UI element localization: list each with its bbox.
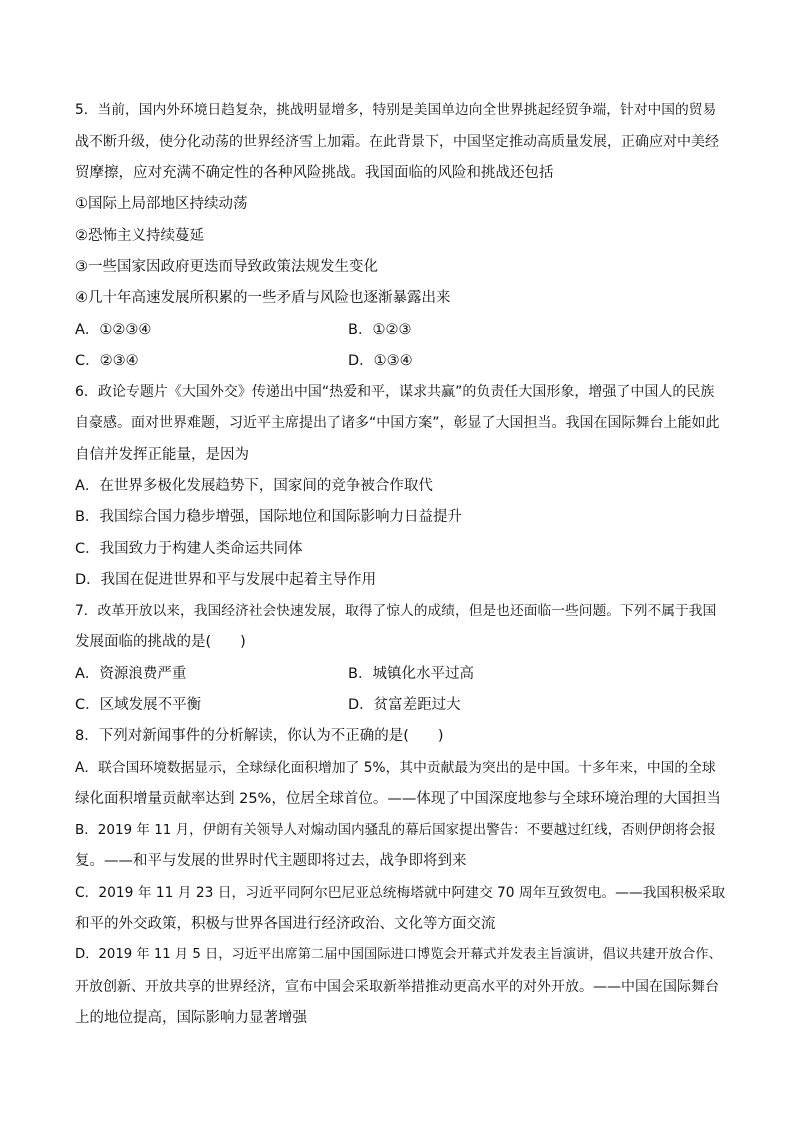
q5-stem-line-1: 5．当前，国内外环境日趋复杂，挑战明显增多，特别是美国单边向全世界挑起经贸争端，针对中国的贸易: [75, 102, 717, 118]
q8-option-a-line-1: A．联合国环境数据显示，全球绿化面积增加了 5%，其中贡献最为突出的是中国。十多年来，中国的全球: [75, 760, 716, 776]
q5-stem-line-3: 贸摩擦，应对充满不确定性的各种风险挑战。我国面临的风险和挑战还包括: [75, 165, 554, 181]
q8-option-c-line-1: C．2019 年 11 月 23 日，习近平同阿尔巴尼亚总统梅塔就中阿建交 70 周年互致贺电。——我国积极采取: [75, 885, 725, 901]
q5-option-b: B．①②③: [348, 322, 412, 338]
q6-option-d: D．我国在促进世界和平与发展中起着主导作用: [75, 572, 377, 588]
q5-item-3: ③一些国家因政府更迭而导致政策法规发生变化: [75, 259, 378, 275]
q8-option-b-line-2: 复。——和平与发展的世界时代主题即将过去，战争即将到来: [75, 853, 467, 869]
q6-option-a: A．在世界多极化发展趋势下，国家间的竞争被合作取代: [75, 478, 433, 494]
q7-option-c: C．区域发展不平衡: [75, 697, 202, 713]
q8-option-d-line-1: D．2019 年 11 月 5 日，习近平出席第二届中国国际进口博览会开幕式并发表主旨演讲，倡议共建开放合作、: [75, 947, 722, 962]
q8-stem-line-1: 8．下列对新闻事件的分析解读，你认为不正确的是( ): [75, 728, 444, 744]
q5-item-2: ②恐怖主义持续蔓延: [75, 228, 204, 244]
q6-option-b: B．我国综合国力稳步增强，国际地位和国际影响力日益提升: [75, 509, 462, 525]
q8-option-d-line-2: 开放创新、开放共享的世界经济，宣布中国会采取新举措推动更高水平的对外开放。——中国在国际舞台: [75, 979, 719, 995]
q7-stem-line-1: 7．改革开放以来，我国经济社会快速发展，取得了惊人的成绩，但是也还面临一些问题。下列不属于我国: [75, 603, 717, 619]
q6-stem-line-2: 自豪感。面对世界难题，习近平主席提出了诸多“中国方案”，彰显了大国担当。我国在国际舞台上能如此: [75, 415, 720, 431]
q5-item-4: ④几十年高速发展所积累的一些矛盾与风险也逐渐暴露出来: [75, 290, 451, 306]
q8-option-d-line-3: 上的地位提高，国际影响力显著增强: [75, 1010, 307, 1026]
q5-option-c: C．②③④: [75, 353, 139, 369]
q6-stem-line-3: 自信并发挥正能量，是因为: [75, 447, 249, 463]
q8-option-c-line-2: 和平的外交政策，积极与世界各国进行经济政治、文化等方面交流: [75, 916, 496, 932]
q6-stem-line-1: 6．政论专题片《大国外交》传递出中国“热爱和平，谋求共赢”的负责任大国形象，增强了中国人的民族: [75, 384, 715, 400]
q7-option-d: D．贫富差距过大: [348, 697, 461, 713]
q7-option-a: A．资源浪费严重: [75, 666, 187, 682]
q5-option-d: D．①③④: [348, 353, 413, 369]
q6-option-c: C．我国致力于构建人类命运共同体: [75, 541, 303, 557]
q7-option-b: B．城镇化水平过高: [348, 666, 474, 682]
q5-item-1: ①国际上局部地区持续动荡: [75, 196, 248, 212]
q8-option-a-line-2: 绿化面积增量贡献率达到 25%，位居全球首位。——体现了中国深度地参与全球环境治理的大国担当: [75, 791, 721, 807]
q7-stem-line-2: 发展面临的挑战的是( ): [75, 634, 246, 650]
q5-option-a: A．①②③④: [75, 322, 152, 338]
q5-stem-line-2: 战不断升级，使分化动荡的世界经济雪上加霜。在此背景下，中国坚定推动高质量发展，正确应对中美经: [75, 134, 719, 150]
q8-option-b-line-1: B．2019 年 11 月，伊朗有关领导人对煽动国内骚乱的幕后国家提出警告：不要越过红线，否则伊朗将会报: [75, 822, 716, 838]
